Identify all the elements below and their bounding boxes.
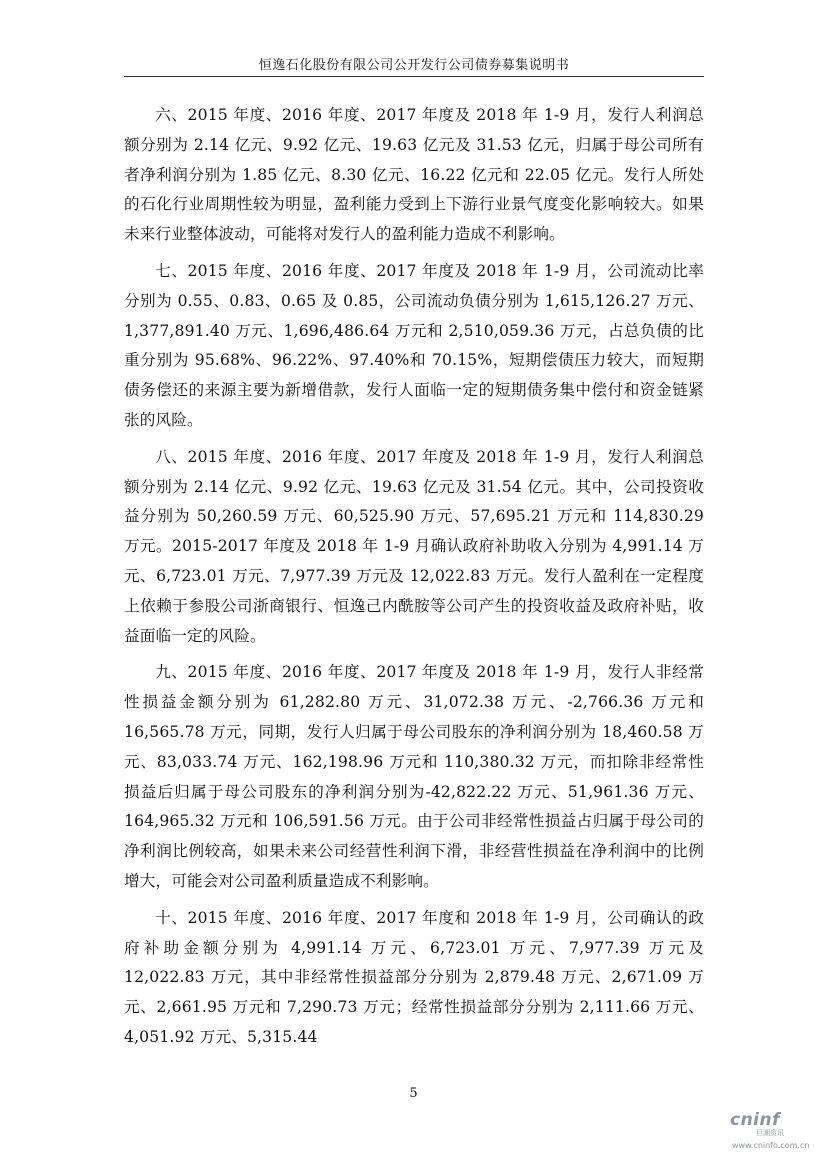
page-number: 5: [409, 1086, 418, 1101]
cninfo-watermark-logo: [730, 1110, 822, 1160]
page-header-title: 恒逸石化股份有限公司公开发行公司债券募集说明书: [258, 58, 570, 73]
watermark-subtitle: 巨潮资讯: [756, 1129, 784, 1137]
document-body: [124, 101, 704, 1060]
watermark-logo-text: cninf: [730, 1110, 781, 1130]
paragraph-risk-6: 六、2015 年度、2016 年度、2017 年度及 2018 年 1-9 月，发行人利润总额分别为 2.14 亿元、9.92 亿元、19.63 亿元及 31.53 亿元，归属于母公司所有者净利润分别为 1.85 亿元、8.30 亿元、16.22 亿元和 22.05 亿元。发行人所处的石化行业周期性较为明显，盈利能力受到上下游行业景气度变化影响较大。如果未来行业整体波动，可能将对发行人的盈利能力造成不利影响。: [124, 106, 704, 244]
paragraph-risk-7: 七、2015 年度、2016 年度、2017 年度及 2018 年 1-9 月，公司流动比率分别为 0.55、0.83、0.65 及 0.85，公司流动负债分别为 1,615,126.27 万元、1,377,891.40 万元、1,696,486.64 万元和 2,510,059.36 万元，占总负债的比重分别为 95.68%、96.22%、97.40%和 70.15%，短期偿债压力较大，而短期债务偿还的来源主要为新增借款，发行人面临一定的短期债务集中偿付和资金链紧张的风险。: [124, 261, 704, 429]
header-divider: [124, 76, 704, 77]
watermark-url: www.cninfo.com.cn: [732, 1141, 810, 1150]
paragraph-risk-8: 八、2015 年度、2016 年度、2017 年度及 2018 年 1-9 月，发行人利润总额分别为 2.14 亿元、9.92 亿元、19.63 亿元及 31.54 亿元。其中，公司投资收益分别为 50,260.59 万元、60,525.90 万元、57,695.21 万元和 114,830.29 万元。2015-2017 年度及 2018 年 1-9 月确认政府补助收入分别为 4,991.14 万元、6,723.01 万元、7,977.39 万元及 12,022.83 万元。发行人盈利在一定程度上依赖于参股公司浙商银行、恒逸己内酰胺等公司产生的投资收益及政府补贴，收益面临一定的风险。: [124, 447, 704, 645]
paragraph-risk-9: 九、2015 年度、2016 年度、2017 年度及 2018 年 1-9 月，发行人非经常性损益金额分别为 61,282.80 万元、31,072.38 万元、-2,766.36 万元和 16,565.78 万元，同期，发行人归属于母公司股东的净利润分别为 18,460.58 万元、83,033.74 万元、162,198.96 万元和 110,380.32 万元，而扣除非经常性损益后归属于母公司股东的净利润分别为-42,822.22 万元、51,961.36 万元、164,965.32 万元和 106,591.56 万元。由于公司非经常性损益占归属于母公司的净利润比例较高，如果未来公司经营性利润下滑，非经营性损益在净利润中的比例增大，可能会对公司盈利质量造成不利影响。: [124, 663, 704, 890]
paragraph-risk-10: 十、2015 年度、2016 年度、2017 年度和 2018 年 1-9 月，公司确认的政府补助金额分别为 4,991.14 万元、6,723.01 万元、7,977.39 万元及 12,022.83 万元，其中非经常性损益部分分别为 2,879.48 万元、2,671.09 万元、2,661.95 万元和 7,290.73 万元；经常性损益部分分别为 2,111.66 万元、4,051.92 万元、5,315.44: [124, 908, 704, 1046]
